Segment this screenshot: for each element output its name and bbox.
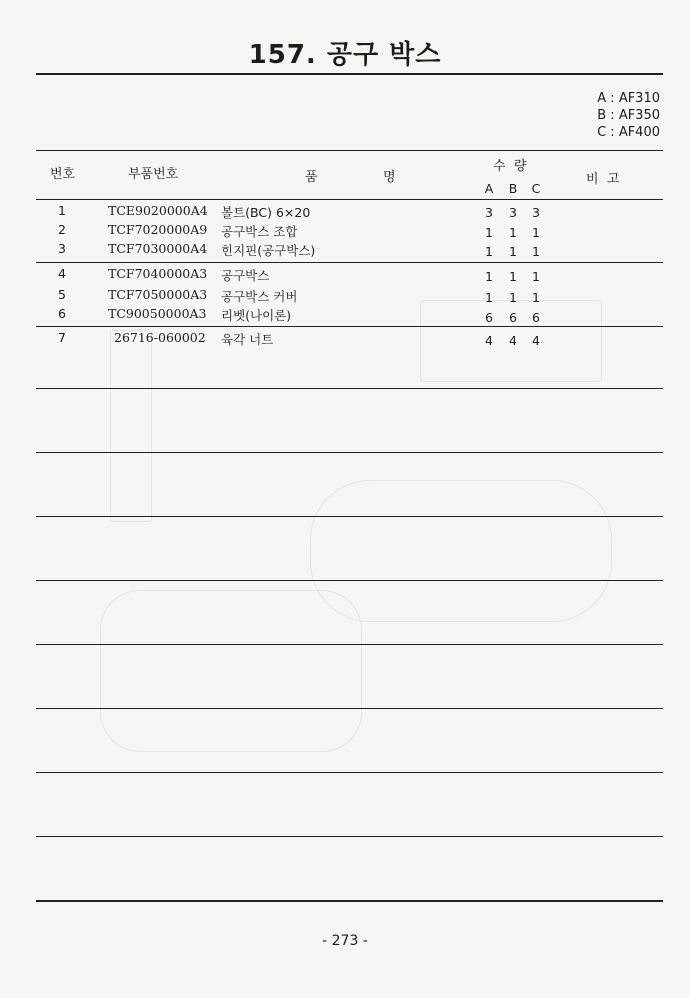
bleed-through-shape [110, 330, 152, 522]
group-divider [36, 326, 663, 327]
qty-a: 1 [485, 244, 493, 259]
title-rule [36, 73, 663, 75]
qty-a: 3 [485, 205, 493, 220]
qty-a: 6 [485, 310, 493, 325]
row-number: 1 [58, 203, 66, 218]
header-name-1: 품 [305, 170, 318, 185]
part-name: 공구박스 커버 [221, 289, 298, 304]
blank-row-rule [36, 516, 663, 517]
qty-c: 1 [532, 290, 540, 305]
part-number: 26716-060002 [114, 330, 206, 345]
qty-c: 6 [532, 310, 540, 325]
bleed-through-shape [100, 590, 362, 752]
blank-row-rule [36, 772, 663, 773]
qty-c: 1 [532, 225, 540, 240]
part-number: TCF7020000A9 [108, 222, 208, 237]
part-number: TCF7040000A3 [108, 266, 208, 281]
qty-b: 4 [509, 333, 517, 348]
qty-a: 1 [485, 225, 493, 240]
header-qty-a: A [484, 181, 494, 196]
model-legend-item: C : AF400 [597, 125, 660, 140]
model-legend [597, 90, 660, 141]
qty-c: 1 [532, 269, 540, 284]
qty-a: 4 [485, 333, 493, 348]
header-name-2: 명 [383, 170, 396, 185]
header-no: 번호 [50, 167, 76, 182]
page-title: 157. 공구 박스 [248, 40, 442, 70]
part-number: TC90050000A3 [108, 306, 207, 321]
header-qty: 수 량 [493, 159, 527, 174]
part-name: 리벳(나이론) [221, 308, 292, 323]
qty-b: 3 [509, 205, 517, 220]
qty-a: 1 [485, 290, 493, 305]
part-name: 공구박스 조합 [221, 224, 298, 239]
table-bottom-rule [36, 900, 663, 902]
row-number: 7 [58, 330, 66, 345]
blank-row-rule [36, 388, 663, 389]
page-number: - 273 - [322, 933, 368, 949]
part-number: TCE9020000A4 [108, 203, 208, 218]
qty-b: 1 [509, 290, 517, 305]
qty-c: 4 [532, 333, 540, 348]
row-number: 2 [58, 222, 66, 237]
header-remarks: 비 고 [586, 172, 620, 187]
header-bottom-rule [36, 199, 663, 200]
qty-b: 6 [509, 310, 517, 325]
part-name: 육각 너트 [221, 332, 274, 347]
qty-c: 1 [532, 244, 540, 259]
header-part-no: 부품번호 [128, 167, 179, 182]
part-name: 볼트(BC) 6×20 [221, 205, 311, 220]
part-name: 공구박스 [221, 268, 270, 283]
group-divider [36, 262, 663, 263]
qty-b: 1 [509, 244, 517, 259]
blank-row-rule [36, 708, 663, 709]
part-name: 힌지핀(공구박스) [221, 243, 316, 258]
qty-a: 1 [485, 269, 493, 284]
model-legend-item: A : AF310 [597, 91, 660, 106]
part-number: TCF7030000A4 [108, 241, 208, 256]
row-number: 6 [58, 306, 66, 321]
blank-row-rule [36, 452, 663, 453]
qty-c: 3 [532, 205, 540, 220]
row-number: 5 [58, 287, 66, 302]
header-qty-c: C [531, 181, 541, 196]
table-top-rule [36, 150, 663, 151]
qty-b: 1 [509, 269, 517, 284]
header-qty-b: B [508, 181, 518, 196]
part-number: TCF7050000A3 [108, 287, 208, 302]
row-number: 4 [58, 266, 66, 281]
blank-row-rule [36, 580, 663, 581]
model-legend-item: B : AF350 [597, 108, 660, 123]
blank-row-rule [36, 836, 663, 837]
bleed-through-shape [310, 480, 612, 622]
blank-row-rule [36, 644, 663, 645]
row-number: 3 [58, 241, 66, 256]
qty-b: 1 [509, 225, 517, 240]
